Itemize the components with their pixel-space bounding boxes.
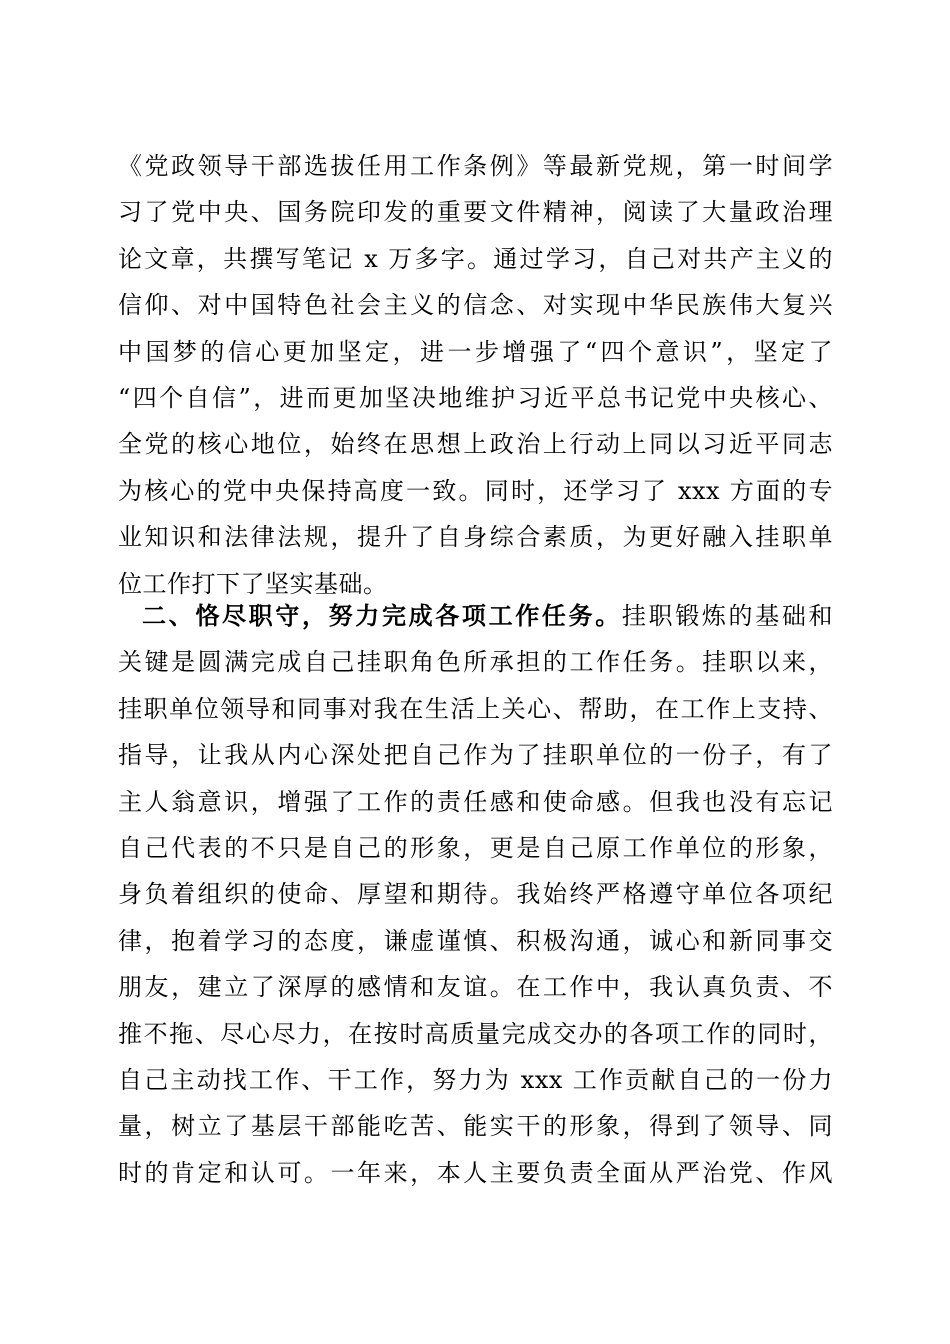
paragraph-line: 业知识和法律法规，提升了自身综合素质，为更好融入挂职单 (118, 523, 833, 552)
paragraph-first-line (118, 593, 833, 639)
paragraph-line: 关键是圆满完成自己挂职角色所承担的工作任务。挂职以来， (118, 648, 833, 677)
paragraph-line: 量，树立了基层干部能吃苦、能实干的形象，得到了领导、同 (118, 1112, 833, 1141)
paragraph-line: 时的肯定和认可。一年来，本人主要负责全面从严治党、作风 (118, 1158, 833, 1187)
paragraph-line: 论文章，共撰写笔记 x 万多字。通过学习，自己对共产主义的 (118, 244, 833, 273)
paragraph-line: 指导，让我从内心深处把自己作为了挂职单位的一份子，有了 (118, 741, 833, 770)
section-heading: 二、恪尽职守，努力完成各项工作任务。 (142, 602, 622, 630)
heading-continuation: 挂职锻炼的基础和 (621, 602, 834, 630)
paragraph-line: 信仰、对中国特色社会主义的信念、对实现中华民族伟大复兴 (118, 291, 833, 320)
paragraph-line: 挂职单位领导和同事对我在生活上关心、帮助，在工作上支持、 (118, 694, 833, 723)
paragraph-line: 为核心的党中央保持高度一致。同时，还学习了 xxx 方面的专 (118, 476, 833, 505)
paragraph-duties (118, 593, 833, 1196)
paragraph-line: 全党的核心地位，始终在思想上政治上行动上同以习近平同志 (118, 430, 833, 459)
paragraph-line: 《党政领导干部选拔任用工作条例》等最新党规，第一时间学 (118, 152, 833, 180)
paragraph-line: 中国梦的信心更加坚定，进一步增强了“四个意识”，坚定了 (118, 337, 833, 366)
paragraph-line: “四个自信”，进而更加坚决地维护习近平总书记党中央核心、 (118, 383, 833, 412)
paragraph-line: 自己代表的不只是自己的形象，更是自己原工作单位的形象， (118, 833, 833, 862)
paragraph-line: 推不拖、尽心尽力，在按时高质量完成交办的各项工作的同时， (118, 1019, 833, 1048)
paragraph-study (118, 143, 833, 607)
paragraph-line: 主人翁意识，增强了工作的责任感和使命感。但我也没有忘记 (118, 787, 833, 816)
paragraph-line: 律，抱着学习的态度，谦虚谨慎、积极沟通，诚心和新同事交 (118, 926, 833, 955)
paragraph-line: 朋友，建立了深厚的感情和友谊。在工作中，我认真负责、不 (118, 973, 833, 1002)
paragraph-line: 习了党中央、国务院印发的重要文件精神，阅读了大量政治理 (118, 198, 833, 227)
paragraph-line: 身负着组织的使命、厚望和期待。我始终严格遵守单位各项纪 (118, 880, 833, 909)
paragraph-line: 位工作打下了坚实基础。 (118, 569, 388, 598)
paragraph-line: 自己主动找工作、干工作，努力为 xxx 工作贡献自己的一份力 (118, 1065, 833, 1094)
